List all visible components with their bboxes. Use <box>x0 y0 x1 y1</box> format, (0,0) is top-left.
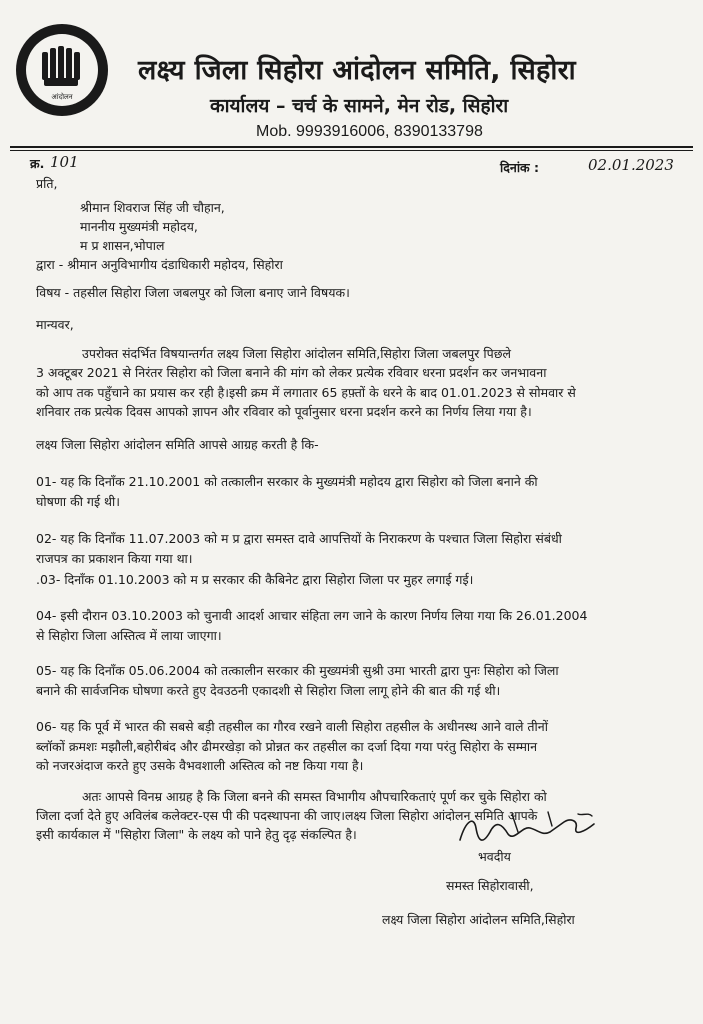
office-address: कार्यालय – चर्च के सामने, मेन रोड, सिहोरा <box>210 95 509 117</box>
intro-line: शनिवार तक प्रत्येक दिवस आपको ज्ञापन और रविवार को पूर्वानुसार धरना प्रदर्शन करने का निर्णय लिया गया है। <box>36 404 532 419</box>
point-06-line: ब्लॉकों क्रमशः मझौली,बहोरीबंद और ढीमरखेड़ा को प्रोन्नत कर तहसील का दर्जा दिया गया परंतु सिहोरा के सम्मान <box>36 739 538 754</box>
handwritten-signature <box>452 806 602 852</box>
point-06-line: को नजरअंदाज करते हुए उसके वैभवशाली अस्तित्व को नष्ट किया गया है। <box>36 758 364 773</box>
via-line: द्वारा - श्रीमान अनुविभागीय दंडाधिकारी महोदय, सिहोरा <box>36 257 283 272</box>
subject-line: विषय - तहसील सिहोरा जिला जबलपुर को जिला बनाए जाने विषयक। <box>36 285 350 300</box>
ref-number: 101 <box>50 153 79 171</box>
point-01-line: घोषणा की गई थी। <box>36 494 121 509</box>
residents-line: समस्त सिहोरावासी, <box>446 878 534 893</box>
closing-line: जिला दर्जा देते हुए अविलंब कलेक्टर-एस पी की पदस्थापना की जाए।लक्ष्य जिला सिहोरा आंदोलन समिति आपके <box>36 808 538 823</box>
point-01-line: 01- यह कि दिनाँक 21.10.2001 को तत्कालीन सरकार के मुख्यमंत्री महोदय द्वारा सिहोरा को जिला बनाने की <box>36 474 538 489</box>
intro-line: 3 अक्टूबर 2021 से निरंतर सिहोरा को जिला बनाने की मांग को लेकर प्रत्येक रविवार धरना प्रदर्शन कर जनभावना <box>36 365 547 380</box>
closing-line: इसी कार्यकाल में "सिहोरा जिला" के लक्ष्य को पाने हेतु दृढ़ संकल्पित है। <box>36 827 357 842</box>
recipient-office: म प्र शासन,भोपाल <box>80 238 165 253</box>
closing-line: अतः आपसे विनम्र आग्रह है कि जिला बनने की समस्त विभागीय औपचारिकताएं पूर्ण कर चुके सिहोरा को <box>82 789 547 804</box>
point-04-line: 04- इसी दौरान 03.10.2003 को चुनावी आदर्श आचार संहिता लग जाने के कारण निर्णय लिया गया कि 26.01.2004 <box>36 608 588 623</box>
signoff-org: लक्ष्य जिला सिहोरा आंदोलन समिति,सिहोरा <box>382 912 575 927</box>
organization-logo <box>14 22 110 118</box>
prati-line: प्रति, <box>36 176 58 191</box>
organization-name: लक्ष्य जिला सिहोरा आंदोलन समिति, सिहोरा <box>138 55 576 86</box>
recipient-title: माननीय मुख्यमंत्री महोदय, <box>80 219 198 234</box>
point-06-line: 06- यह कि पूर्व में भारत की सबसे बड़ी तहसील का गौरव रखने वाली सिहोरा तहसील के अधीनस्थ आने वाले तीनों <box>36 719 548 734</box>
ref-label: क्र. <box>30 156 45 171</box>
mobile-numbers: Mob. 9993916006, 8390133798 <box>256 123 483 140</box>
point-05-line: बनाने की सार्वजनिक घोषणा करते हुए देवउठनी एकादशी से सिहोरा जिला लागू होने की बात की गई थी। <box>36 683 501 698</box>
point-02-line: 02- यह कि दिनाँक 11.07.2003 को म प्र द्वारा समस्त दावे आपत्तियों के निराकरण के पश्चात जिला सिहोरा संबंधी <box>36 531 562 546</box>
point-05-line: 05- यह कि दिनाँक 05.06.2004 को तत्कालीन सरकार की मुख्यमंत्री सुश्री उमा भारती द्वारा पुनः सिहोरा को जिला <box>36 663 559 678</box>
header-divider <box>10 146 693 148</box>
point-04-line: से सिहोरा जिला अस्तित्व में लाया जाएगा। <box>36 628 222 643</box>
request-line: लक्ष्य जिला सिहोरा आंदोलन समिति आपसे आग्रह करती है कि- <box>36 437 319 452</box>
svg-text:आंदोलन: आंदोलन <box>51 93 73 101</box>
recipient-name: श्रीमान शिवराज सिंह जी चौहान, <box>80 200 225 215</box>
header-divider-thin <box>10 150 693 151</box>
date-value: 02.01.2023 <box>588 156 674 174</box>
intro-line: उपरोक्त संदर्भित विषयान्तर्गत लक्ष्य जिला सिहोरा आंदोलन समिति,सिहोरा जिला जबलपुर पिछले <box>82 346 511 361</box>
intro-line: को आप तक पहुँचाने का प्रयास कर रही है।इसी क्रम में लगातार 65 हफ़्तों के धरने के बाद 01.01.2023 से सोमवार से <box>36 385 576 400</box>
point-02-line: राजपत्र का प्रकाशन किया गया था। <box>36 551 193 566</box>
date-label: दिनांक : <box>500 160 540 175</box>
salutation: मान्यवर, <box>36 317 74 332</box>
bhavdiya: भवदीय <box>478 849 511 864</box>
point-03-line: .03- दिनाँक 01.10.2003 को म प्र सरकार की कैबिनेट द्वारा सिहोरा जिला पर मुहर लगाई गई। <box>36 572 474 587</box>
